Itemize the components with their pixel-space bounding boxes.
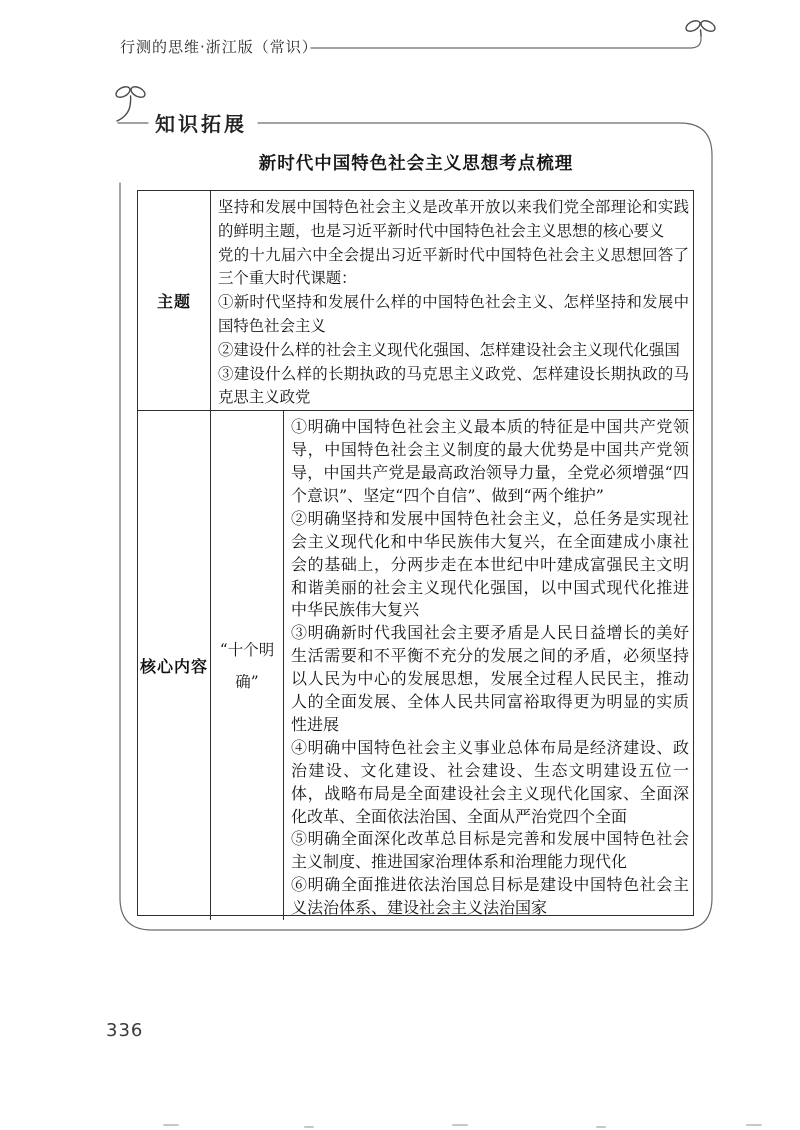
row-label-theme: 主题 (156, 292, 191, 312)
scan-artifact (746, 1124, 762, 1126)
scan-artifact (304, 1126, 314, 1128)
row-sublabel-ten-clarifications: “十个明确” (210, 411, 283, 920)
core-content (283, 411, 693, 920)
theme-paragraph: ③建设什么样的长期执政的马克思主义政党、怎样建设长期执政的马克思主义政党 (218, 364, 689, 407)
theme-paragraph: ①新时代坚持和发展什么样的中国特色社会主义、怎样坚持和发展中国特色社会主义 (218, 293, 689, 335)
table-row-theme (138, 191, 693, 411)
scan-artifact (596, 1126, 606, 1128)
box-title: 新时代中国特色社会主义思想考点梳理 (258, 154, 574, 174)
core-paragraph: ②明确坚持和发展中国特色社会主义，总任务是实现社会主义现代化和中华民族伟大复兴，在全面建成小康社会的基础上，分两步走在本世纪中叶建成富强民主文明和谐美丽的社会主义现代化强国，以中国式现代化推进中华民族伟大复兴 (291, 508, 689, 620)
section-title: 知识拓展 (155, 112, 247, 136)
core-paragraph: ④明确中国特色社会主义事业总体布局是经济建设、政治建设、文化建设、社会建设、生态文明建设五位一体，战略布局是全面建设社会主义现代化国家、全面深化改革、全面依法治国、全面从严治党四个全面 (291, 737, 689, 826)
table-row-core-content (138, 411, 693, 920)
theme-paragraph: 坚持和发展中国特色社会主义是改革开放以来我们党全部理论和实践的鲜明主题，也是习近平新时代中国特色社会主义思想的核心要义 (218, 198, 689, 240)
core-paragraph: ⑥明确全面推进依法治国总目标是建设中国特色社会主义法治体系、建设社会主义法治国家 (291, 875, 689, 918)
theme-paragraph: ②建设什么样的社会主义现代化强国、怎样建设社会主义现代化强国 (218, 340, 680, 359)
row-label-core-content: 核心内容 (139, 657, 208, 677)
sprout-icon (104, 80, 158, 128)
core-paragraph: ①明确中国特色社会主义最本质的特征是中国共产党领导，中国特色社会主义制度的最大优势是中国共产党领导，中国共产党是最高政治领导力量，全党必须增强“四个意识”、坚定“四个自信”、做到“两个维护” (291, 417, 689, 505)
summary-table (137, 190, 694, 916)
theme-content (210, 191, 693, 410)
scan-artifact (163, 1124, 179, 1126)
core-paragraph: ⑤明确全面深化改革总目标是完善和发展中国特色社会主义制度、推进国家治理体系和治理能力现代化 (291, 829, 689, 872)
page-number: 336 (106, 1020, 144, 1041)
scan-artifact (452, 1124, 468, 1126)
theme-paragraph: 党的十九届六中全会提出习近平新时代中国特色社会主义思想回答了三个重大时代课题： (218, 245, 689, 288)
running-header-title: 行测的思维·浙江版（常识） (120, 38, 318, 56)
core-paragraph: ③明确新时代我国社会主要矛盾是人民日益增长的美好生活需要和不平衡不充分的发展之间的矛盾，必须坚持以人民为中心的发展思想，发展全过程人民民主，推动人的全面发展、全体人民共同富裕取得更为明显的实质性进展 (291, 623, 689, 734)
